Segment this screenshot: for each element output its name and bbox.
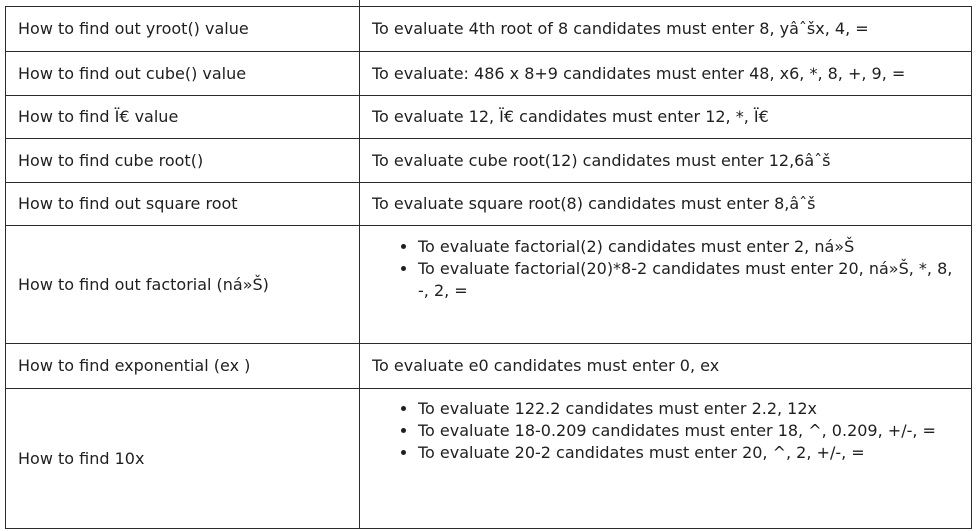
answer-cell: To evaluate cube root(12) candidates must enter 12,6âˆš bbox=[360, 139, 972, 183]
question-cell: How to find exponential (ex ) bbox=[6, 344, 360, 389]
table-row bbox=[6, 344, 972, 389]
answer-cell: To evaluate: 486 x 8+9 candidates must enter 48, x6, *, 8, +, 9, = bbox=[360, 52, 972, 96]
answer-cell: To evaluate 12, Ï€ candidates must enter 12, *, Ï€ bbox=[360, 96, 972, 139]
question-cell: How to find Ï€ value bbox=[6, 96, 360, 139]
table-row bbox=[6, 139, 972, 183]
answer-cell: To evaluate 4th root of 8 candidates must enter 8, yâˆšx, 4, = bbox=[360, 7, 972, 52]
answer-cell bbox=[360, 389, 972, 529]
answer-bullet-list bbox=[372, 398, 959, 464]
list-item: • To evaluate 122.2 candidates must enter 2.2, 12x bbox=[418, 398, 959, 420]
table-row bbox=[6, 226, 972, 344]
list-item: • To evaluate factorial(20)*8-2 candidates must enter 20, ná»Š, *, 8, -, 2, = bbox=[418, 258, 959, 302]
question-cell: How to find out square root bbox=[6, 183, 360, 226]
answer-cell: To evaluate square root(8) candidates must enter 8,âˆš bbox=[360, 183, 972, 226]
answer-cell bbox=[360, 226, 972, 344]
table-row bbox=[6, 96, 972, 139]
list-item: • To evaluate 20-2 candidates must enter 20, ^, 2, +/-, = bbox=[418, 442, 959, 464]
answer-cell: To evaluate e0 candidates must enter 0, ex bbox=[360, 344, 972, 389]
table-row bbox=[6, 52, 972, 96]
question-cell: How to find 10x bbox=[6, 389, 360, 529]
table-row bbox=[6, 389, 972, 529]
list-item: • To evaluate factorial(2) candidates must enter 2, ná»Š bbox=[418, 236, 959, 258]
answer-bullet-list bbox=[372, 236, 959, 302]
table-row bbox=[6, 7, 972, 52]
table-row bbox=[6, 183, 972, 226]
question-cell: How to find out yroot() value bbox=[6, 7, 360, 52]
question-cell: How to find out factorial (ná»Š) bbox=[6, 226, 360, 344]
list-item: • To evaluate 18-0.209 candidates must enter 18, ^, 0.209, +/-, = bbox=[418, 420, 959, 442]
question-cell: How to find cube root() bbox=[6, 139, 360, 183]
calculator-instructions-table bbox=[5, 6, 972, 529]
question-cell: How to find out cube() value bbox=[6, 52, 360, 96]
